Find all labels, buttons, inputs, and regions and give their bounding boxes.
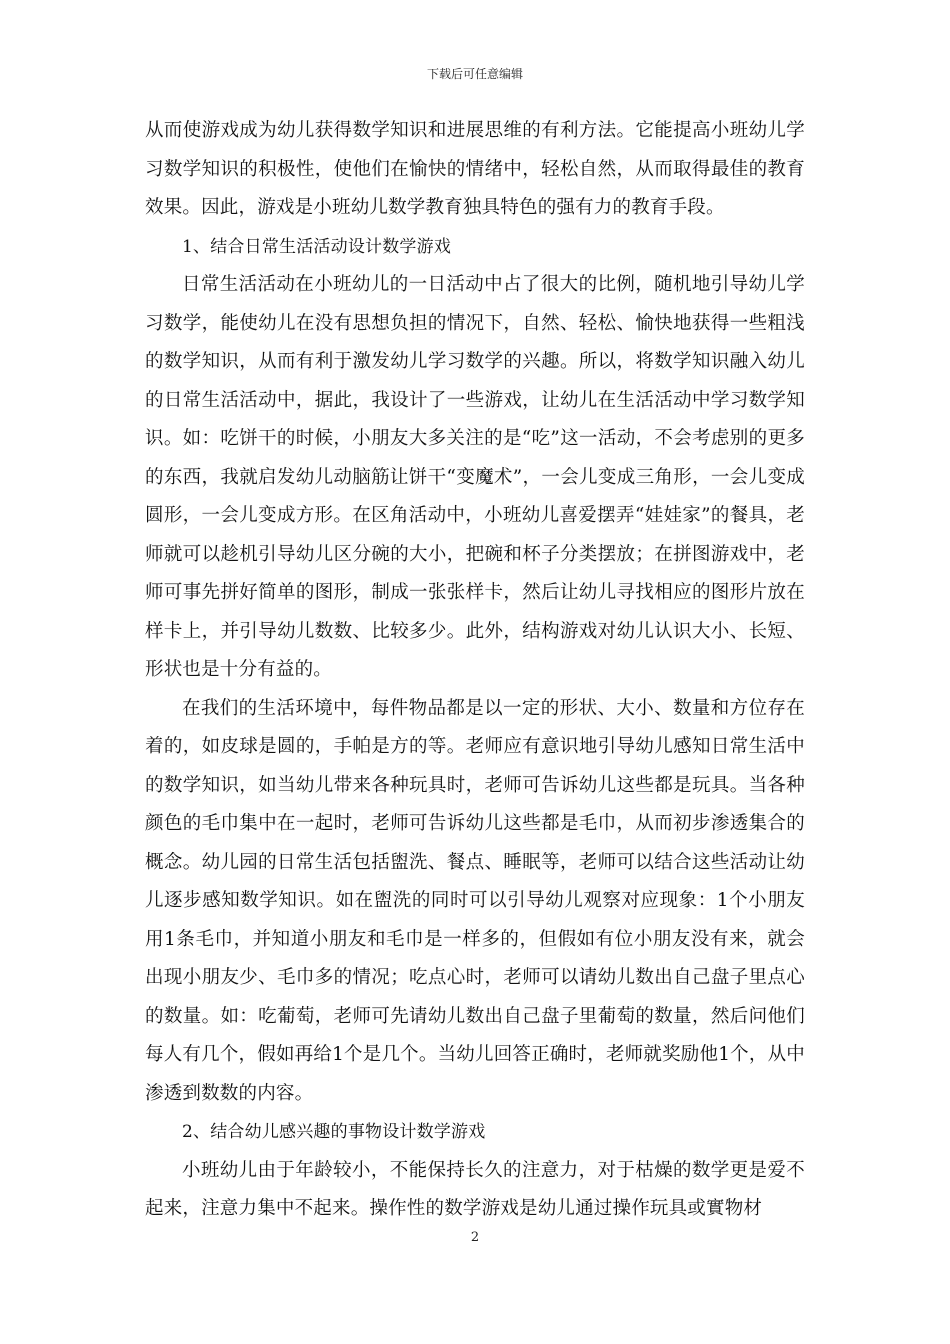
paragraph-daily-life: 日常生活活动在小班幼儿的一日活动中占了很大的比例，随机地引导幼儿学习数学，能使幼儿在没有思想负担的情况下，自然、轻松、愉快地获得一些粗浅的数学知识，从而有利于激发幼儿学习数学的兴趣。所以，将数学知识融入幼儿的日常生活活动中，据此，我设计了一些游戏，让幼儿在生活活动中学习数学知识。如：吃饼干的时候，小朋友大多关注的是“吃”这一活动，不会考虑别的更多的东西，我就启发幼儿动脑筋让饼干“变魔术”，一会儿变成三角形，一会儿变成圆形，一会儿变成方形。在区角活动中，小班幼儿喜爱摆弄“娃娃家”的餐具，老师就可以趁机引导幼儿区分碗的大小，把碗和杯子分类摆放；在拼图游戏中，老师可事先拼好简单的图形，制成一张张样卡，然后让幼儿寻找相应的图形片放在样卡上，并引导幼儿数数、比较多少。此外，结构游戏对幼儿认识大小、长短、形状也是十分有益的。 [145,274,805,680]
page-number: 2 [470,1230,480,1245]
paragraph-environment: 在我们的生活环境中，每件物品都是以一定的形状、大小、数量和方位存在着的，如皮球是圆的，手帕是方的等。老师应有意识地引导幼儿感知日常生活中的数学知识，如当幼儿带来各种玩具时，老师可告诉幼儿这些都是玩具。当各种颜色的毛巾集中在一起时，老师可告诉幼儿这些都是毛巾，从而初步渗透集合的概念。幼儿园的日常生活包括盥洗、餐点、睡眠等，老师可以结合这些活动让幼儿逐步感知数学知识。如在盥洗的同时可以引导幼儿观察对应现象：1个小朋友用1条毛巾，并知道小朋友和毛巾是一样多的，但假如有位小朋友没有来，就会出现小朋友少、毛巾多的情况；吃点心时，老师可以请幼儿数出自己盘子里点心的数量。如：吃葡萄，老师可先请幼儿数出自己盘子里葡萄的数量，然后问他们每人有几个，假如再给1个是几个。当幼儿回答正确时，老师就奖励他1个，从中渗透到数数的内容。 [145,697,805,1104]
document-body [145,112,805,1229]
paragraph-interest: 小班幼儿由于年龄较小，不能保持长久的注意力，对于枯燥的数学更是爱不起来，注意力集中不起来。操作性的数学游戏是幼儿通过操作玩具或實物材 [145,1159,805,1219]
section-heading-1: 1、结合日常生活活动设计数学游戏 [182,236,452,257]
page-header: 下载后可任意编辑 [426,67,523,81]
section-heading-2: 2、结合幼儿感兴趣的事物设计数学游戏 [182,1122,486,1142]
paragraph-continued: 从而使游戏成为幼儿获得数学知识和进展思维的有利方法。它能提高小班幼儿学习数学知识的积极性，使他们在愉快的情绪中，轻松自然，从而取得最佳的教育效果。因此，游戏是小班幼儿数学教育独具特色的强有力的教育手段。 [145,120,805,218]
